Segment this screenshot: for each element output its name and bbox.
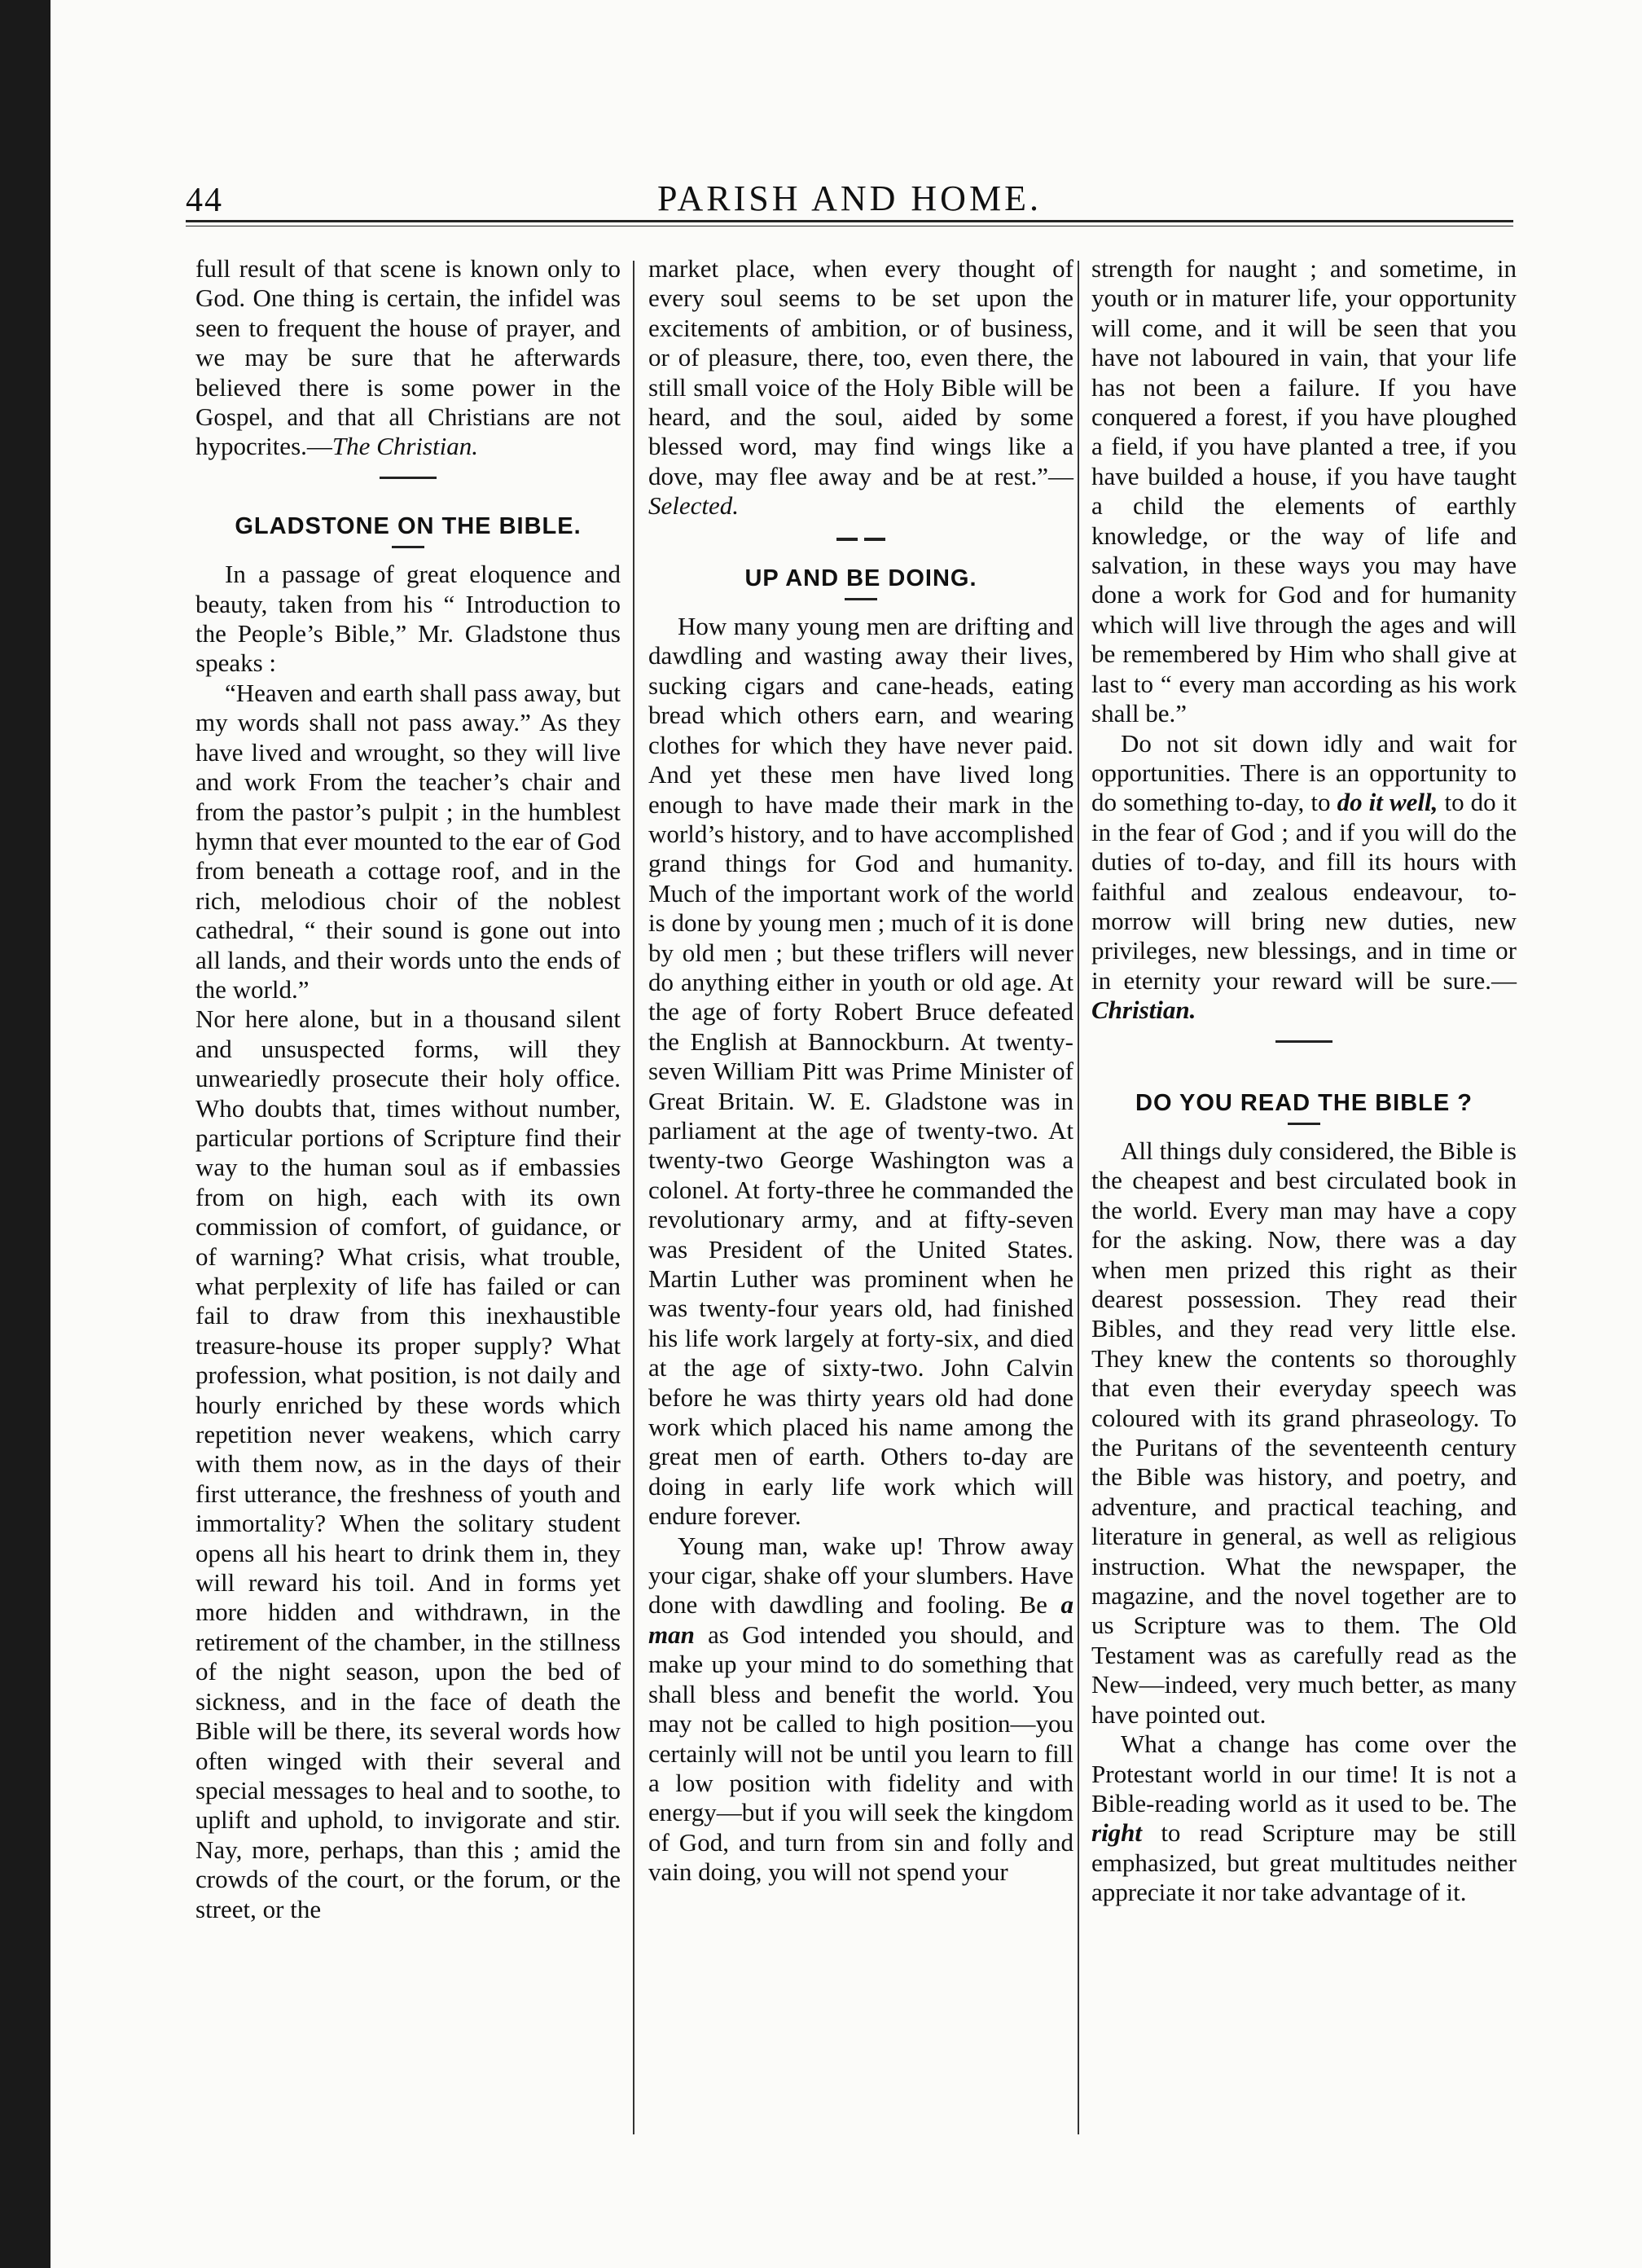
article-paragraph: All things duly considered, the Bible is the cheapest and best circulated book in the world. Every man may have a copy for the asking. Now, there was a day when men prized this right as their dearest possession. They read their Bibles, and they read very little else. They knew the contents so thoroughly that even their everyday speech was coloured with its grand phraseology. To the Puritans of the seventeenth century the Bible was history, and poetry, and adventure, and practical teaching, and literature in general, as well as religious instruction. What the newspaper, the magazine, and the novel together are to us Scripture was to them. The Old Testament was as carefully read as the New—indeed, very much better, as many have pointed out. — [1091, 1136, 1517, 1729]
emphasis: right — [1091, 1818, 1143, 1848]
source-credit: The Christian. — [331, 432, 479, 461]
article-heading: DO YOU READ THE BIBLE ? — [1135, 1089, 1473, 1116]
article-paragraph — [648, 1532, 1073, 1888]
binding-shadow — [0, 0, 50, 2268]
emphasis: do it well, — [1337, 788, 1438, 817]
text-run: to read Scripture may be still emphasized, but great multitudes neither appreciate it nor take advantage of it. — [1091, 1818, 1517, 1907]
article-paragraph: “Heaven and earth shall pass away, but my words shall not pass away.” As they have lived and wrought, so they will live and work From the teacher’s chair and from the pastor’s pulpit ; in the humblest hymn that ever mounted to the ear of God from beneath a cottage roof, and in the rich, melodious choir of the noblest cathedral, “ their sound is gone out into all lands, and their words unto the ends of the world.” — [195, 678, 621, 1004]
article-paragraph: How many young men are drifting and dawdling and wasting away their lives, sucking cigars and cane-heads, eating bread which others earn, and wearing clothes for which they have never paid. And yet these men have lived long enough to have made their mark in the world’s history, and to have accomplished grand things for God and humanity. Much of the important work of the world is done by young men ; much of it is done by old men ; but these triflers will never do anything either in youth or old age. At the age of forty Robert Bruce defeated the English at Bannockburn. At twenty-seven William Pitt was Prime Minister of Great Britain. W. E. Gladstone was in parliament at the age of twenty-two. At twenty-two George Washington was a colonel. At forty-three he commanded the revolutionary army, and at fifty-seven was President of the United States. Martin Luther was prominent when he was twenty-four years old, had finished his life work largely at forty-six, and died at the age of sixty-two. John Calvin before he was thirty years old had done work which placed his name among the great men of earth. Others to-day are doing in early life work which will endure forever. — [648, 612, 1073, 1531]
article-heading: UP AND BE DOING. — [744, 565, 977, 591]
source-credit: Christian. — [1091, 996, 1196, 1025]
text-run: Do not sit down idly and wait for opportunities. There is an opportunity to do something to-day, to — [1091, 728, 1517, 817]
emphasis: a man — [648, 1590, 1073, 1649]
text-run: as God intended you should, and make up your mind to do something that shall bless and benefit the world. You may not be called to high position—you certainly will not be until you learn to fill a low position with fidelity and with energy—but if you will seek the kingdom of God, and turn from sin and folly and vain doing, you will not spend your — [648, 1620, 1073, 1887]
article-paragraph: In a passage of great eloquence and beauty, taken from his “ Introduction to the People’s Bible,” Mr. Gladstone thus speaks : — [195, 560, 621, 678]
text-run: What a change has come over the Protestant world in our time! It is not a Bible-reading world as it used to be. The — [1091, 1730, 1517, 1817]
header-rule-top — [186, 220, 1513, 222]
column-divider-right — [1078, 261, 1079, 2134]
continuation-text: market place, when every thought of every soul seems to be set upon the excitements of ambition, or of business, or of pleasure, there, too, even there, the still small voice of the Holy Bible will be heard, and the soul, aided by some blessed word, may find wings like a dove, may flee away and be at rest.”— — [648, 254, 1073, 490]
section-separator — [1275, 1040, 1332, 1043]
text-run: Young man, wake up! Throw away your cigar, shake off your slumbers. Have done with dawdling and fooling. Be — [648, 1531, 1073, 1620]
article-continuation — [648, 254, 1073, 521]
article-paragraph: Nor here alone, but in a thousand silent and unsuspected forms, will they unweariedly prosecute their holy office. Who doubts that, times without number, particular portions of Scripture find their way to the human soul as if embassies from on high, each with its own commission of comfort, of guidance, or of warning? What crisis, what trouble, what perplexity of life has failed or can fail to draw from this inexhaustible treasure-house its proper supply? What profession, what position, is not daily and hourly enriched by these words which repetition never weakens, which carry with them now, as in the days of their first utterance, the freshness of youth and immortality? When the solitary student opens all his heart to drink them in, they will reward his toil. And in forms yet more hidden and withdrawn, in the retirement of the chamber, in the stillness of the night season, upon the bed of sickness, and in the face of death the Bible will be there, its several words how often winged with their several and special messages to heal and to soothe, to uplift and uphold, to invigorate and stir. Nay, more, perhaps, than this ; amid the crowds of the court, or the forum, or the street, or the — [195, 1004, 621, 1923]
article-paragraph — [1091, 729, 1517, 1026]
article-continuation — [195, 254, 621, 462]
column-divider-left — [633, 261, 634, 2134]
column-3 — [1091, 254, 1517, 1908]
section-separator — [380, 477, 437, 479]
page-header — [186, 178, 1513, 222]
heading-dash — [1288, 1123, 1320, 1125]
section-separator — [836, 538, 885, 541]
source-credit: Selected. — [648, 491, 740, 521]
column-1 — [195, 254, 621, 1924]
article-paragraph — [1091, 1730, 1517, 1907]
heading-dash — [845, 598, 877, 600]
heading-dash — [392, 546, 424, 548]
running-head: PARISH AND HOME. — [657, 178, 1042, 218]
article-heading: GLADSTONE ON THE BIBLE. — [235, 512, 582, 539]
article-continuation: strength for naught ; and sometime, in youth or in maturer life, your opportunity will come, and it will be seen that you have not laboured in vain, that your life has not been a failure. If you have conquered a forest, if you have ploughed a field, if you have planted a tree, if you have builded a house, if you have taught a child the elements of earthly knowledge, or the way of life and salvation, in these ways you may have done a work for God and for humanity which will live through the ages and will be remembered by Him who shall give at last to “ every man according as his work shall be.” — [1091, 254, 1517, 728]
page-number: 44 — [186, 182, 223, 219]
text-run: to do it in the fear of God ; and if you will do the duties of to-day, and fill its hours with faithful and zealous endeavour, to-morrow will bring new duties, new privileges, new blessings, and in time or in eternity your reward will be sure.— — [1091, 788, 1517, 995]
column-2 — [648, 254, 1073, 1888]
continuation-text: full result of that scene is known only to God. One thing is certain, the infidel was seen to frequent the house of prayer, and we may be sure that he afterwards believed there is some power in the Gospel, and that all Christians are not hypocrites.— — [195, 254, 621, 461]
